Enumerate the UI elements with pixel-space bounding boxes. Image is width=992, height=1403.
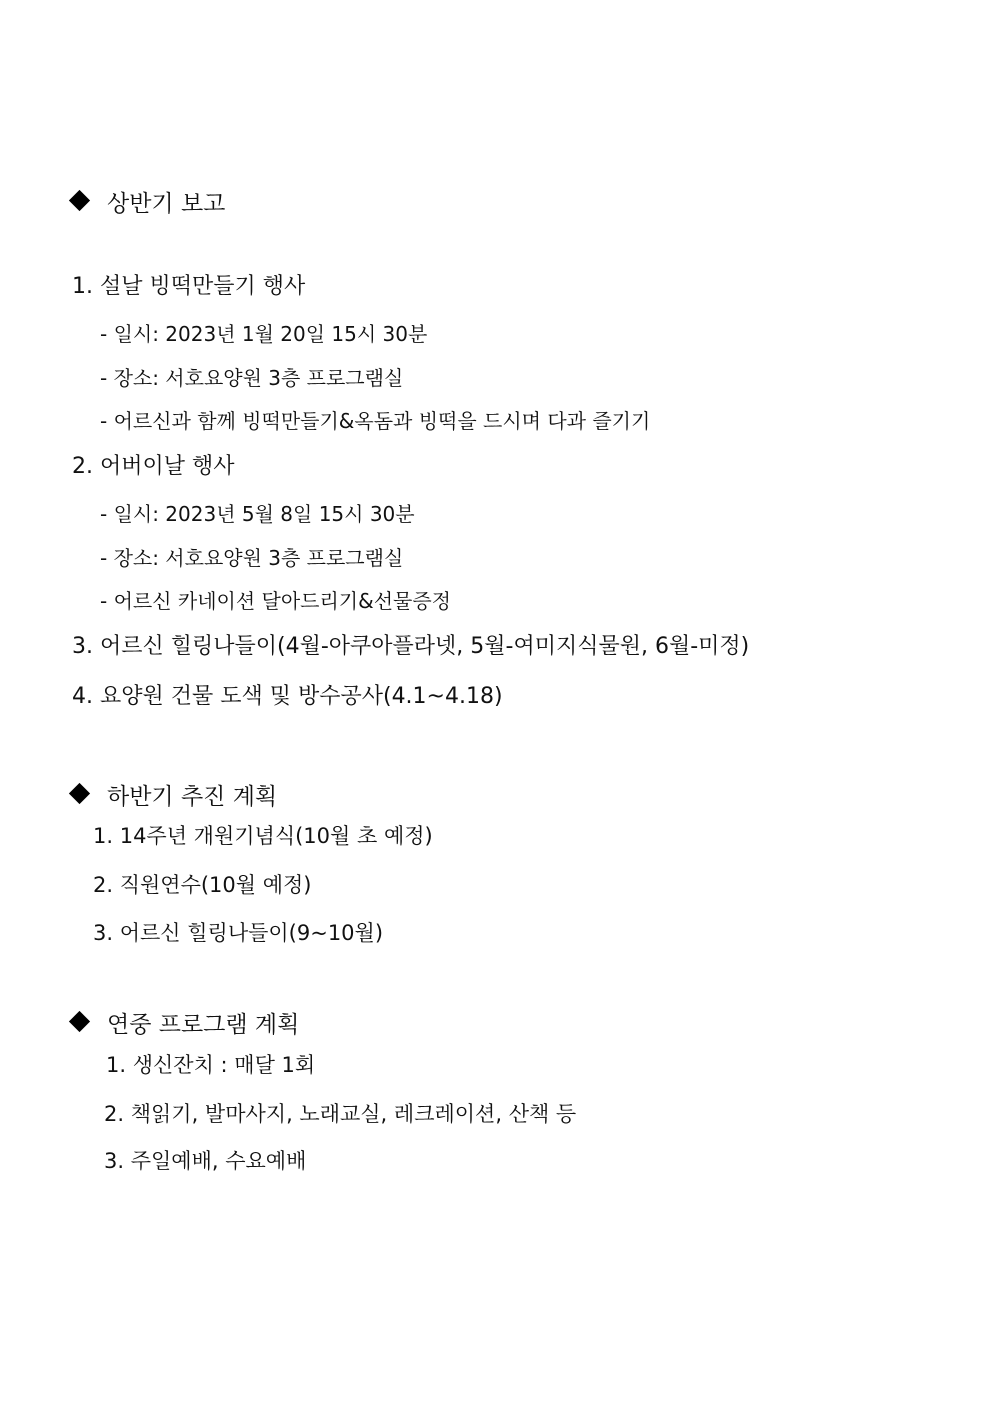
section-title: 하반기 추진 계획	[107, 784, 278, 810]
list-item: 3. 어르신 힐링나들이(9~10월)	[93, 921, 384, 945]
list-item: 3. 어르신 힐링나들이(4월-아쿠아플라넷, 5월-여미지식물원, 6월-미정)	[72, 634, 750, 659]
list-item-detail: - 어르신 카네이션 달아드리기&선물증정	[100, 589, 452, 613]
list-item: 1. 설날 빙떡만들기 행사	[72, 274, 306, 299]
list-item-detail: - 장소: 서호요양원 3층 프로그램실	[100, 546, 404, 570]
section-title: 상반기 보고	[107, 191, 226, 217]
list-item: 1. 생신잔치 : 매달 1회	[106, 1053, 316, 1077]
diamond-bullet-icon	[69, 783, 90, 804]
list-item: 2. 책읽기, 발마사지, 노래교실, 레크레이션, 산책 등	[104, 1102, 577, 1126]
diamond-bullet-icon	[69, 1011, 90, 1032]
list-item: 4. 요양원 건물 도색 및 방수공사(4.1~4.18)	[72, 684, 503, 709]
list-item: 1. 14주년 개원기념식(10월 초 예정)	[93, 824, 433, 848]
list-item: 2. 어버이날 행사	[72, 454, 235, 479]
section-heading-first-half	[72, 193, 225, 216]
list-item: 3. 주일예배, 수요예배	[104, 1149, 307, 1173]
list-item-detail: - 일시: 2023년 5월 8일 15시 30분	[100, 502, 415, 526]
section-heading-yearly	[72, 1014, 299, 1037]
section-title: 연중 프로그램 계획	[107, 1012, 300, 1038]
diamond-bullet-icon	[69, 190, 90, 211]
section-heading-second-half	[72, 786, 277, 809]
list-item-detail: - 어르신과 함께 빙떡만들기&옥돔과 빙떡을 드시며 다과 즐기기	[100, 409, 651, 433]
list-item-detail: - 일시: 2023년 1월 20일 15시 30분	[100, 322, 428, 346]
list-item-detail: - 장소: 서호요양원 3층 프로그램실	[100, 366, 404, 390]
list-item: 2. 직원연수(10월 예정)	[93, 873, 312, 897]
